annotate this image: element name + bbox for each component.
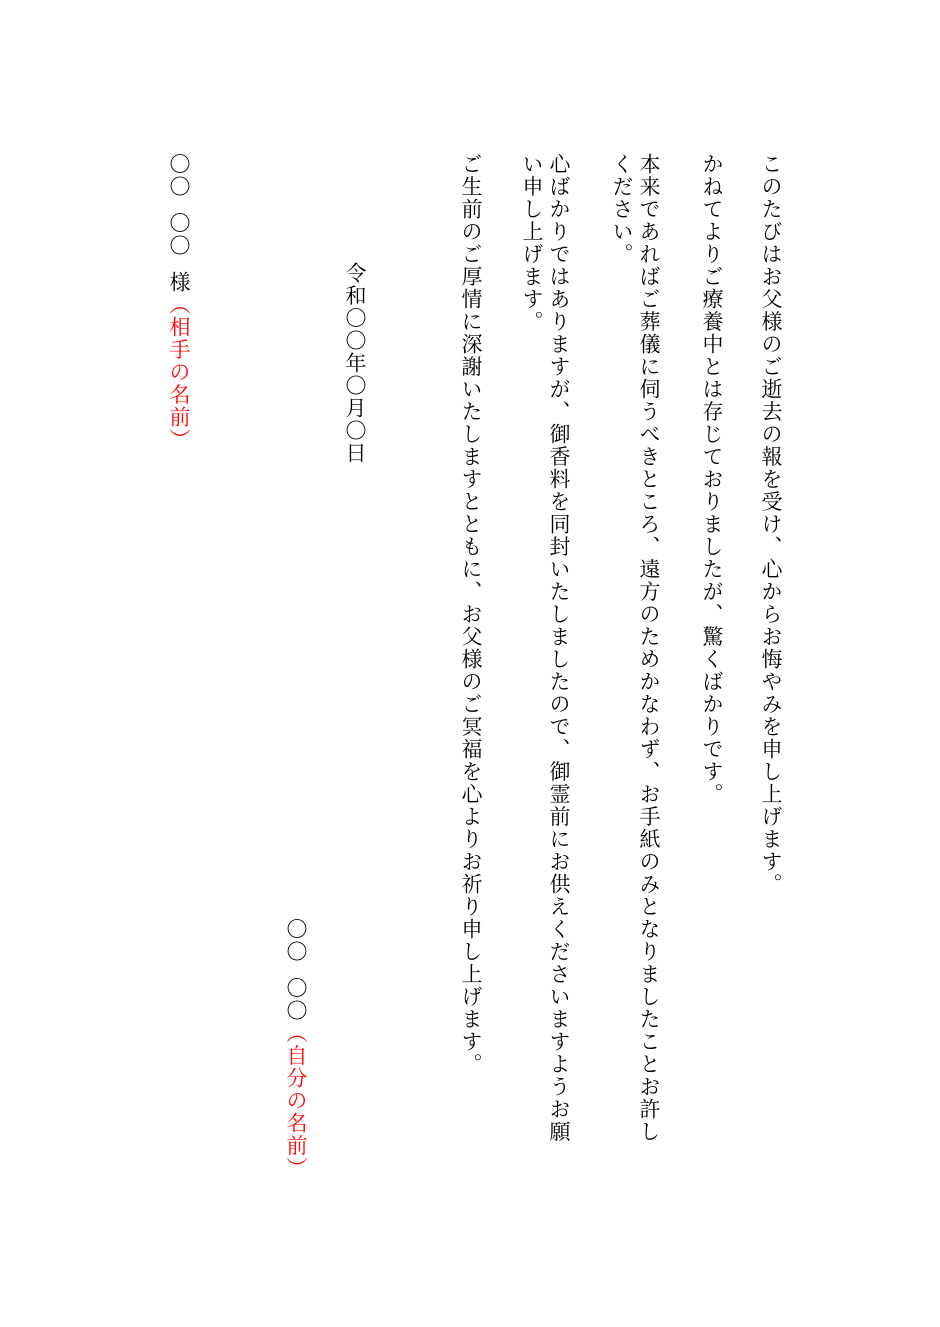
paragraph-2: かねてよりご療養中とは存じておりましたが、驚くばかりです。 bbox=[700, 153, 724, 806]
sender-name bbox=[282, 918, 309, 1180]
recipient-family-name: 〇〇 bbox=[167, 153, 191, 198]
paragraph-1: このたびはお父様のご逝去の報を受け、心からお悔やみを申し上げます。 bbox=[759, 153, 783, 896]
recipient-name bbox=[165, 153, 192, 451]
recipient-note: （相手の名前） bbox=[167, 293, 191, 451]
paragraph-4: 心ばかりではありますが、御香料を同封いたしましたので、御霊前にお供えくださいますようお願い申し上げます。 bbox=[520, 153, 571, 1143]
recipient-honorific: 様 bbox=[167, 271, 191, 294]
sender-given-name: 〇〇 bbox=[284, 977, 308, 1022]
date: 令和〇〇年〇月〇日 bbox=[343, 262, 367, 465]
paragraph-5: ご生前のご厚情に深謝いたしますとともに、お父様のご冥福を心よりお祈り申し上げます。 bbox=[459, 153, 483, 1076]
recipient-given-name: 〇〇 bbox=[167, 212, 191, 257]
sender-note: （自分の名前） bbox=[284, 1022, 308, 1180]
paragraph-3: 本来であればご葬儀に伺うべきところ、遠方のためかなわず、お手紙のみとなりましたことお許しください。 bbox=[610, 153, 661, 1143]
sender-family-name: 〇〇 bbox=[284, 918, 308, 963]
